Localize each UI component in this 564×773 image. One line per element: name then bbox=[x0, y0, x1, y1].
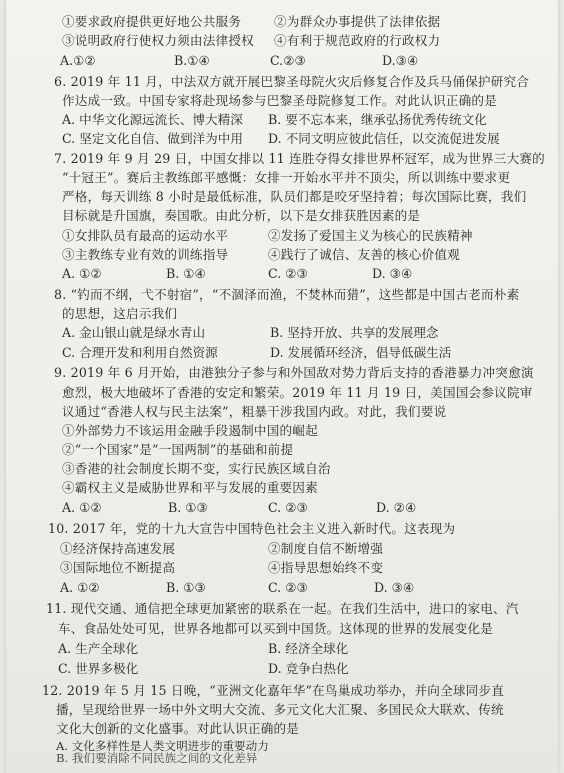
option-c: C. 坚定文化自信、做到洋为中用 bbox=[62, 131, 243, 146]
choice-1: ①要求政府提供更好地公共服务 bbox=[62, 14, 242, 29]
choice-3: ③国际地位不断提高 bbox=[60, 560, 176, 575]
exam-page bbox=[6, 0, 558, 773]
option-b: B. 要不忘本来，继承弘扬优秀传统文化 bbox=[268, 112, 487, 127]
choice-2: ②发扬了爱国主义为核心的民族精神 bbox=[268, 228, 473, 243]
option-d: D. ②④ bbox=[376, 500, 417, 515]
question-10-stem: 10. 2017 年，党的十九大宣告中国特色社会主义进入新时代。这表现为 bbox=[48, 521, 456, 536]
option-a: A.①② bbox=[60, 53, 96, 68]
choice-1: ①经济保持高速发展 bbox=[60, 541, 176, 556]
choice-1: ①外部势力不该运用金融手段遏制中国的崛起 bbox=[62, 423, 318, 438]
question-9-stem-2: 愈烈，极大地破坏了香港的安定和繁荣。2019 年 11 月 19 日，美国国会参议院审 bbox=[62, 385, 533, 400]
question-8-stem: 8. “钓而不纲，弋不射宿”，“不涸泽而渔，不焚林而猎”，这些都是中国古老而朴素 bbox=[54, 287, 520, 302]
question-6-stem-2: 作达成一致。中国专家将赴现场参与巴黎圣母院修复工作。对此认识正确的是 bbox=[62, 93, 497, 108]
question-7-stem: 7. 2019 年 9 月 29 日，中国女排以 11 连胜夺得女排世界杯冠军，成为世界三大赛的 bbox=[54, 151, 545, 166]
option-c: C. ②③ bbox=[268, 266, 308, 281]
option-b: B. ①④ bbox=[166, 266, 206, 281]
option-c: C. 世界多极化 bbox=[58, 661, 139, 676]
question-12-stem-2: 播，呈现给世界一场中外文明大交流、多元文化大汇聚、多国民众大联欢、传统 bbox=[56, 702, 504, 717]
question-9-stem: 9. 2019 年 6 月开始，由港独分子参与和外国敌对势力背后支持的香港暴力冲突愈演 bbox=[54, 365, 534, 380]
question-7-stem-2: “十冠王”。赛后主教练郎平感慨：女排一开始水平并不顶尖，所以训练中要求更 bbox=[62, 170, 511, 185]
option-c: C. 合理开发和利用自然资源 bbox=[62, 345, 218, 360]
option-b: B. ①③ bbox=[168, 500, 208, 515]
question-9-stem-3: 议通过“香港人权与民主法案”，粗暴干涉我国内政。对此，我们要说 bbox=[62, 404, 447, 419]
option-b: B.①④ bbox=[174, 53, 210, 68]
option-a: A. 文化多样性是人类文明进步的重要动力 bbox=[56, 739, 269, 753]
option-d: D. 发展循环经济，倡导低碳生活 bbox=[270, 345, 452, 360]
option-d: D.③④ bbox=[382, 53, 419, 68]
choice-4: ④指导思想始终不变 bbox=[268, 560, 384, 575]
question-12-stem-3: 文化大创新的文化盛事。对此认识正确的是 bbox=[56, 721, 300, 736]
option-d: D. 不同文明应彼此信任，以交流促进发展 bbox=[268, 131, 500, 146]
question-8-stem-2: 的思想，这启示我们 bbox=[62, 306, 178, 321]
choice-4: ④有利于规范政府的行政权力 bbox=[274, 33, 441, 48]
choice-1: ①女排队员有最高的运动水平 bbox=[62, 228, 229, 243]
option-b: B. 我们要消除不同民族之间的文化差异 bbox=[56, 751, 258, 765]
choice-3: ③说明政府行使权力须由法律授权 bbox=[62, 33, 254, 48]
choice-2: ②“一个国家”是“一国两制”的基础和前提 bbox=[62, 442, 294, 457]
option-b: B. ①③ bbox=[166, 580, 206, 595]
option-c: C.②③ bbox=[270, 53, 306, 68]
option-b: B. 坚持开放、共享的发展理念 bbox=[270, 325, 439, 340]
choice-2: ②为群众办事提供了法律依据 bbox=[274, 14, 441, 29]
option-d: D. ③④ bbox=[374, 580, 415, 595]
question-12-stem: 12. 2019 年 5 月 15 日晚，“亚洲文化嘉年华”在鸟巢成功举办，并向全球同步直 bbox=[42, 683, 505, 698]
option-b: B. 经济全球化 bbox=[268, 641, 349, 656]
option-a: A. 生产全球化 bbox=[58, 641, 139, 656]
question-11-stem-2: 车、食品处处可见，世界各地都可以买到中国货。这体现的世界的发展变化是 bbox=[58, 621, 493, 636]
option-a: A. ①② bbox=[62, 266, 102, 281]
choice-3: ③香港的社会制度长期不变，实行民族区域自治 bbox=[62, 461, 331, 476]
option-d: D. 竞争白热化 bbox=[268, 661, 349, 676]
option-a: A. 中华文化源远流长、博大精深 bbox=[62, 112, 243, 127]
question-6-stem: 6. 2019 年 11 月，中法双方就开展巴黎圣母院火灾后修复合作及兵马俑保护研究合 bbox=[54, 74, 530, 89]
option-a: A. ①② bbox=[62, 500, 102, 515]
option-c: C. ②③ bbox=[268, 580, 308, 595]
choice-3: ③主教练专业有效的训练指导 bbox=[62, 247, 229, 262]
option-a: A. 金山银山就是绿水青山 bbox=[62, 325, 206, 340]
choice-4: ④践行了诚信、友善的核心价值观 bbox=[268, 247, 460, 262]
question-7-stem-4: 目标就是升国旗，奏国歌。由此分析，以下是女排获胜因素的是 bbox=[62, 208, 421, 223]
option-a: A. ①② bbox=[60, 580, 100, 595]
option-c: C. ②③ bbox=[268, 500, 308, 515]
choice-4: ④霸权主义是威胁世界和平与发展的重要因素 bbox=[62, 480, 318, 495]
option-d: D. ③④ bbox=[372, 266, 413, 281]
question-11-stem: 11. 现代交通、通信把全球更加紧密的联系在一起。在我们生活中，进口的家电、汽 bbox=[46, 601, 519, 616]
question-7-stem-3: 严格，每天训练 8 小时是最低标准，队员们都是咬牙坚持着；每次国际比赛，我们 bbox=[62, 189, 527, 204]
choice-2: ②制度自信不断增强 bbox=[268, 541, 384, 556]
